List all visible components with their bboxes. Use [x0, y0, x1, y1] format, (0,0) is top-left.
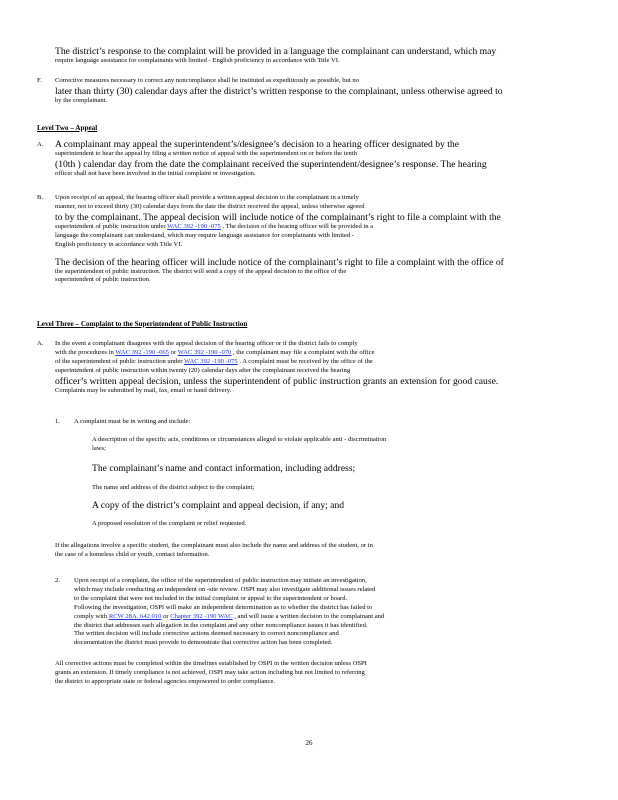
- text-segment: of the superintendent of public instruction under: [55, 357, 183, 365]
- sub-item-2-marker: 2.: [55, 577, 60, 584]
- bullet-text: The name and address of the district subject to the complaint;: [92, 484, 255, 491]
- level-three-a-line: [55, 358, 577, 367]
- sub-item-1-marker: 1.: [55, 418, 60, 425]
- sub-item-1-after-line: If the allegations involve a specific student, the complainant must also include the name and address of the student, or in: [55, 542, 373, 549]
- bullet-text: The complainant’s name and contact information, including address;: [92, 463, 356, 474]
- level-three-a-line: Complaints may be submitted by mail, fax, email or hand delivery.: [55, 386, 232, 394]
- sub-item-2-line: the district that addresses each allegation in the complaint and any other noncompliance issues it has identified.: [74, 621, 368, 629]
- bullet-item: [92, 484, 567, 493]
- level-three-a-marker: A.: [37, 340, 44, 347]
- level-two-b-line: language the complainant can understand, which may require language assistance for complainants with limited -: [55, 231, 355, 239]
- text-segment: comply with: [74, 612, 108, 620]
- level-two-a-line: officer shall not have been involved in the initial complaint or investigation.: [55, 169, 256, 177]
- page-number: 26: [305, 739, 313, 747]
- bullet-text: A copy of the district’s complaint and appeal decision, if any; and: [92, 500, 345, 511]
- bullet-text: A description of the specific acts, conditions or circumstances alleged to violate applicable anti - discrimination: [92, 436, 387, 443]
- level-two-b-line: English proficiency in accordance with Title VI.: [55, 240, 183, 248]
- item-f-marker: F.: [37, 77, 42, 84]
- item-f-line: by the complainant.: [55, 96, 108, 104]
- wac-392-190-070-link[interactable]: WAC 392 -190 -070: [177, 348, 232, 356]
- bullet-text: A proposed resolution of the complaint or relief requested.: [92, 520, 247, 527]
- closing-line: the district to appropriate state or federal agencies empowered to order compliance.: [55, 677, 276, 685]
- text-segment: , and will issue a written decision to the complainant and: [234, 612, 385, 620]
- sub-item-1-intro: A complaint must be in writing and include:: [74, 418, 191, 425]
- level-three-a-line: [55, 349, 577, 358]
- level-three-a-line: In the event a complainant disagrees with the appeal decision of the hearing officer or if the district fails to comply: [55, 340, 358, 347]
- text-segment: or: [170, 348, 177, 356]
- level-two-a-marker: A.: [37, 141, 44, 148]
- item-f-line: later than thirty (30) calendar days after the district’s written response to the complainant, unless otherwise agreed to: [55, 85, 503, 97]
- wac-392-190-075-link[interactable]: WAC 392 -190 -075: [167, 222, 221, 230]
- level-three-a-paragraph: [55, 340, 577, 396]
- level-two-b-paragraph: [55, 194, 577, 285]
- bullet-text: laws;: [92, 444, 106, 452]
- sub-item-2-line: documentation the district must provide to demonstrate that corrective action has been completed.: [74, 639, 333, 647]
- level-two-b-para2-line: The decision of the hearing officer will include notice of the complainant’s right to file a complaint with the office of: [55, 256, 504, 268]
- rcw-28a-642-010-link[interactable]: RCW 28A. 642.010: [108, 612, 162, 620]
- level-three-a-line: superintendent of public instruction within twenty (20) calendar days after the complainant received the hearing: [55, 366, 351, 374]
- level-three-heading: Level Three – Complaint to the Superintendent of Public Instruction: [37, 320, 248, 328]
- sub-item-2-line: to the complaint that were not included in the initial complaint or appeal to the superintendent or board.: [74, 594, 348, 602]
- text-segment: . The decision of the hearing officer will be provided in a: [222, 222, 374, 230]
- wac-392-190-065-link[interactable]: WAC 392 -190 -065: [115, 348, 169, 356]
- bullet-item: [92, 436, 567, 454]
- level-three-a-line: officer’s written appeal decision, unless the superintendent of public instruction grants an extension for good cause.: [55, 375, 499, 387]
- sub-item-1-after-line: the case of a homeless child or youth, contact information.: [55, 550, 210, 558]
- text-segment: with the procedures in: [55, 348, 114, 356]
- level-two-a-line: superintendent to hear the appeal by filing a written notice of appeal with the superintendent on or before the tenth: [55, 150, 357, 157]
- intro-line: The district’s response to the complaint will be provided in a language the complainant can understand, which may: [55, 46, 497, 57]
- level-two-b-para2-line: the superintendent of public instruction. The district will send a copy of the appeal decision to the office of the: [55, 267, 347, 275]
- bullet-item: [92, 463, 567, 474]
- level-two-a-line: (10th ) calendar day from the date the complainant received the superintendent/designee’s response. The hearing: [55, 158, 487, 170]
- level-two-b-line: [55, 223, 577, 232]
- closing-line: grants an extension. If timely compliance is not achieved, OSPI may take action including but not limited to referring: [55, 668, 365, 676]
- level-two-b-line: manner, not to exceed thirty (30) calendar days from the date the district received the appeal, unless otherwise agreed: [55, 202, 365, 210]
- level-two-a-line: A complainant may appeal the superintendent’s/designee’s decision to a hearing officer designated by the: [55, 139, 459, 150]
- level-two-b-line: Upon receipt of an appeal, the hearing officer shall provide a written appeal decision to the complainant in a timely: [55, 194, 359, 201]
- closing-paragraph: [55, 660, 577, 687]
- wac-392-190-075-link[interactable]: WAC 392 -190 -075: [183, 357, 238, 365]
- level-two-b-line: to by the complainant. The appeal decision will include notice of the complainant’s right to file a complaint with the: [55, 211, 501, 223]
- level-two-b-marker: B.: [37, 194, 44, 201]
- text-segment: superintendent of public instruction under: [55, 222, 166, 230]
- text-segment: , the complainant may file a complaint with the office: [233, 348, 375, 356]
- text-segment: or: [163, 612, 169, 620]
- level-two-a-paragraph: [55, 139, 577, 179]
- text-segment: . A complaint must be received by the office of the: [239, 357, 373, 365]
- chapter-392-190-wac-link[interactable]: Chapter 392 -190 WAC: [170, 612, 233, 620]
- sub-item-2-line: which may include conducting an independent on -site review. OSPI may also investigate additional issues related: [74, 585, 376, 593]
- item-f-paragraph: [55, 77, 577, 106]
- level-two-b-para2-line: superintendent of public instruction.: [55, 276, 151, 284]
- item-f-line: Corrective measures necessary to correct any noncompliance shall be instituted as expeditiously as possible, but no: [55, 77, 359, 84]
- sub-item-2-line: Upon receipt of a complaint, the office of the superintendent of public instruction may initiate an investigation,: [74, 577, 367, 584]
- sub-item-1-after: [55, 542, 577, 560]
- level-two-heading: Level Two – Appeal: [37, 124, 98, 132]
- sub-item-2-line: The written decision will include corrective actions deemed necessary to correct noncompliance and: [74, 630, 339, 638]
- intro-paragraph: [55, 46, 577, 66]
- bullet-item: [92, 520, 567, 529]
- closing-line: All corrective actions must be completed within the timelines established by OSPI in the written decision unless OSPI: [55, 660, 367, 667]
- sub-item-2-line: [74, 613, 566, 622]
- sub-item-2-paragraph: [74, 577, 566, 648]
- intro-line: require language assistance for complainants with limited - English proficiency in accordance with Title VI.: [55, 57, 340, 64]
- bullet-item: [92, 500, 567, 511]
- sub-item-2-line: Following the investigation, OSPI will make an independent determination as to whether the district has failed to: [74, 603, 373, 611]
